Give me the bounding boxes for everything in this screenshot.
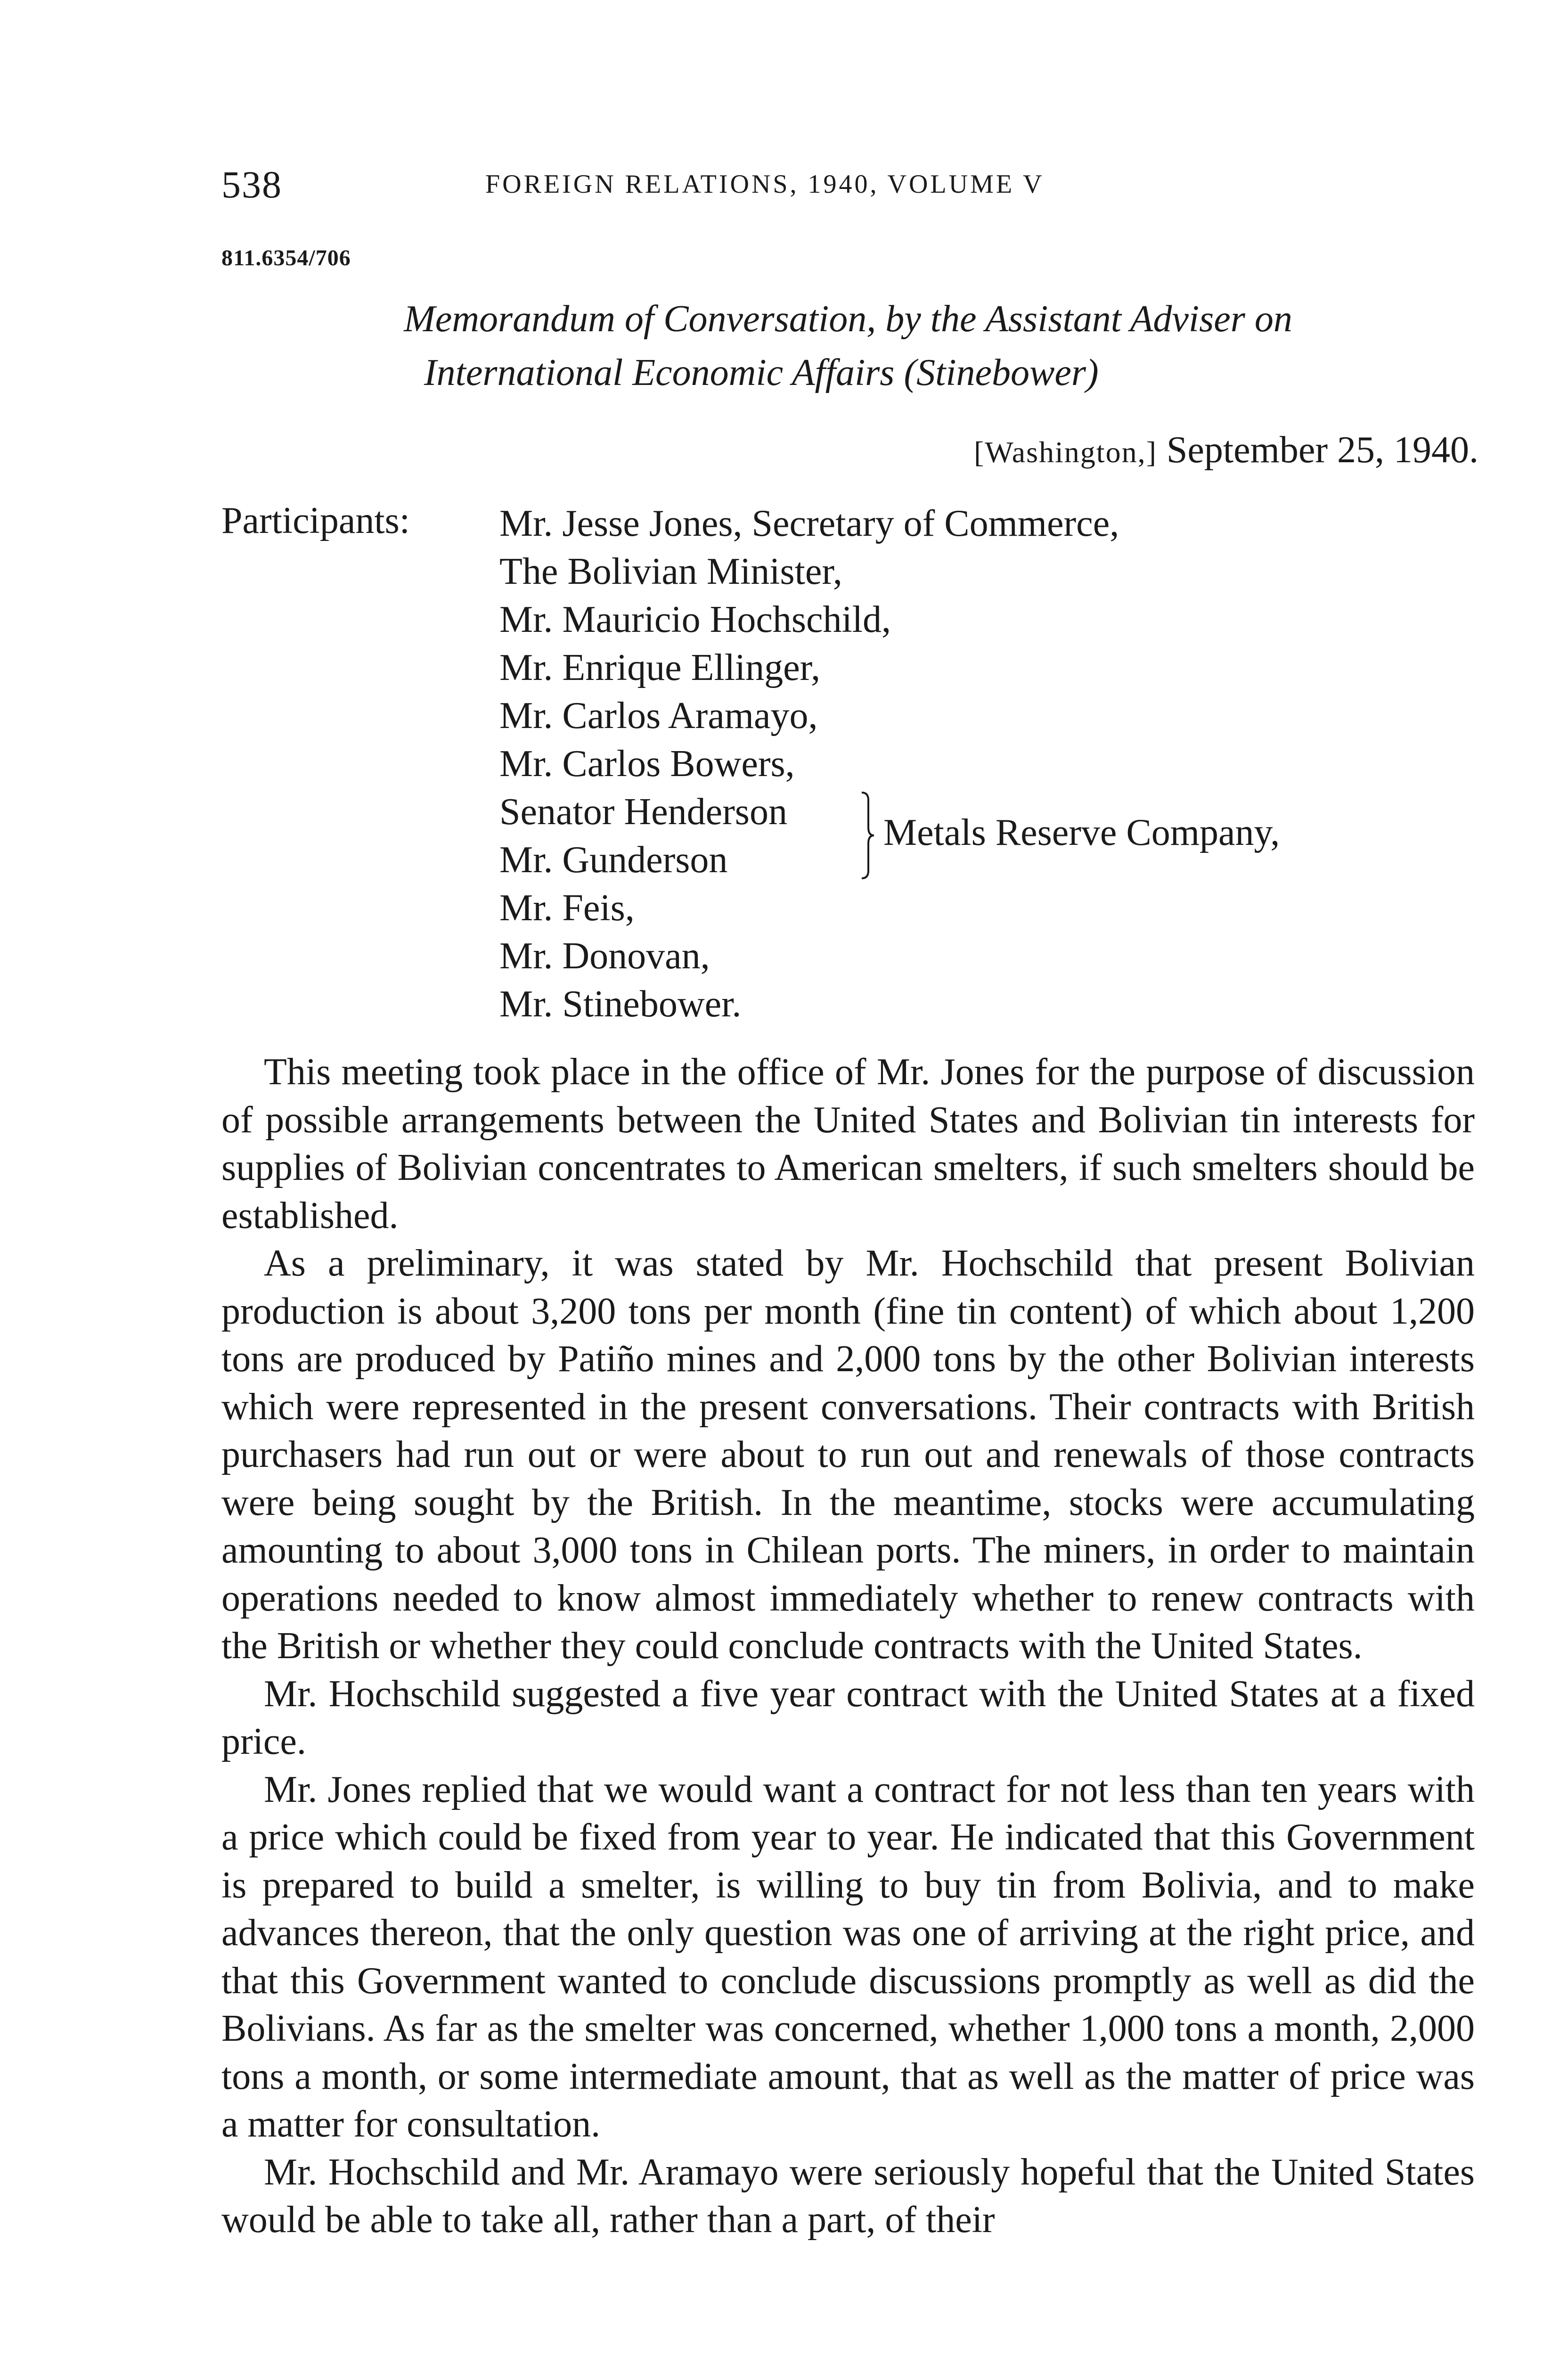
- participant: Mr. Carlos Aramayo,: [499, 695, 818, 736]
- page-number: 538: [221, 163, 282, 206]
- dateline: [974, 429, 1478, 472]
- participant: Senator Henderson: [499, 791, 787, 833]
- participant: Mr. Enrique Ellinger,: [499, 647, 821, 688]
- dateline-place: [Washington,]: [974, 435, 1157, 469]
- participant: Mr. Donovan,: [499, 935, 710, 977]
- memorandum-body: [221, 1048, 1475, 2244]
- participant: Mr. Carlos Bowers,: [499, 743, 795, 785]
- participant: Mr. Stinebower.: [499, 983, 742, 1025]
- curly-brace-icon: [860, 791, 876, 880]
- running-head: FOREIGN RELATIONS, 1940, VOLUME V: [485, 170, 1045, 199]
- participant: Mr. Mauricio Hochschild,: [499, 599, 891, 640]
- participant: Mr. Jesse Jones, Secretary of Commerce,: [499, 503, 1119, 544]
- bracketed-participants: [499, 788, 1280, 884]
- participant: Mr. Gunderson: [499, 839, 728, 881]
- file-number: 811.6354/706: [221, 245, 351, 270]
- title-line-1: Memorandum of Conversation, by the Assistant Adviser on: [404, 298, 1292, 340]
- participant: Mr. Feis,: [499, 887, 635, 929]
- participants-label: Participants:: [221, 500, 410, 541]
- participants-list: [499, 499, 1280, 1028]
- participant: The Bolivian Minister,: [499, 551, 842, 592]
- paragraph: Mr. Hochschild suggested a five year contract with the United States at a fixed price.: [221, 1673, 1475, 1762]
- title-line-2: International Economic Affairs (Stinebower): [424, 352, 1099, 393]
- page-header: [221, 163, 1475, 214]
- paragraph: This meeting took place in the office of Mr. Jones for the purpose of discussion of possible arrangements between the United States and Bolivian tin interests for supplies of Bolivian concentrates to American smelters, if such smelters should be established.: [221, 1051, 1475, 1236]
- bracket-label: Metals Reserve Company,: [883, 812, 1280, 853]
- paragraph: Mr. Hochschild and Mr. Aramayo were seriously hopeful that the United States would be able to take all, rather than a part, of their: [221, 2151, 1475, 2241]
- dateline-date: September 25, 1940.: [1166, 429, 1478, 471]
- paragraph: Mr. Jones replied that we would want a contract for not less than ten years with a price which could be fixed from year to year. He indicated that this Government is prepared to build a smelter, is willing to buy tin from Bolivia, and to make advances thereon, that the only question was one of arriving at the right price, and that this Government wanted to conclude discussions promptly as well as did the Bolivians. As far as the smelter was concerned, whether 1,000 tons a month, 2,000 tons a month, or some intermediate amount, that as well as the matter of price was a matter for consultation.: [221, 1768, 1475, 2145]
- memorandum-title: [221, 292, 1475, 400]
- paragraph: As a preliminary, it was stated by Mr. Hochschild that present Bolivian production is about 3,200 tons per month (fine tin content) of which about 1,200 tons are produced by Patiño mines and 2,000 tons by the other Bolivian interests which were represented in the present conversations. Their contracts with British purchasers had run out or were about to run out and renewals of those contracts were being sought by the British. In the meantime, stocks were accumulating amounting to about 3,000 tons in Chilean ports. The miners, in order to maintain operations needed to know almost immediately whether to renew contracts with the British or whether they could conclude contracts with the United States.: [221, 1243, 1475, 1667]
